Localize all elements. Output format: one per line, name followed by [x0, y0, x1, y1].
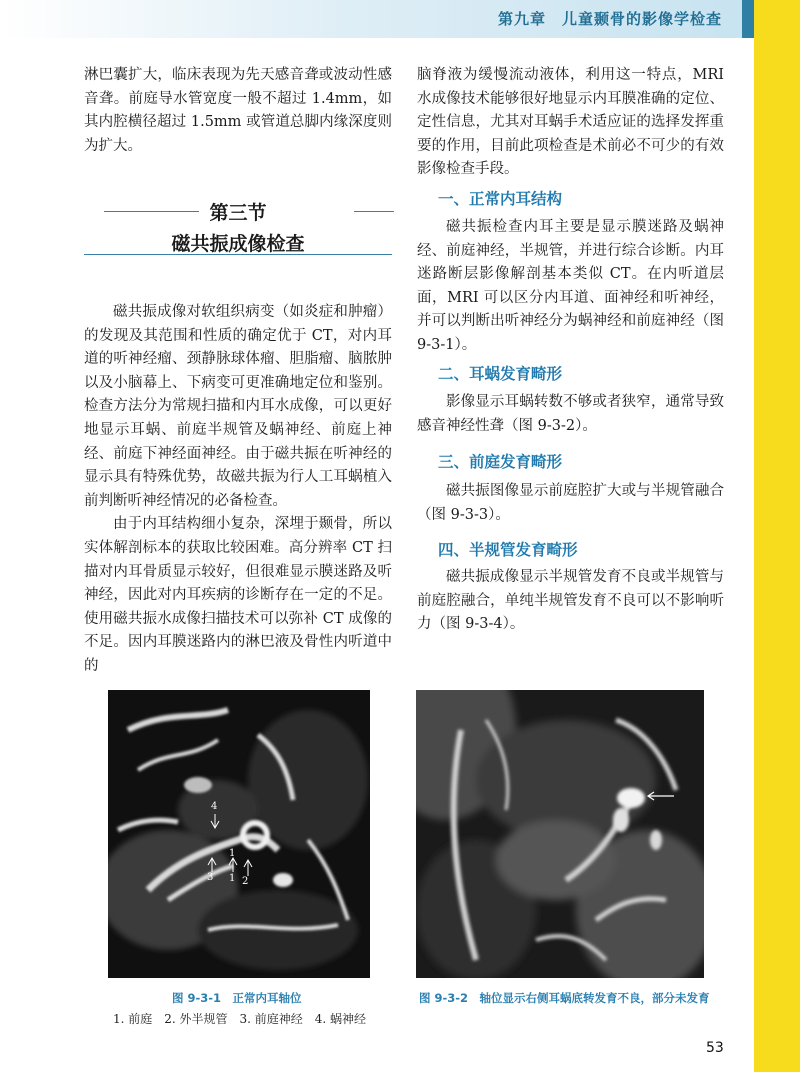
subsection-text-4: 磁共振成像显示半规管发育不良或半规管与前庭腔融合，单纯半规管发育不良可以不影响听力（图 9-3-4）。 — [417, 569, 724, 633]
fig1-label-3: 3 — [207, 872, 214, 883]
subsection-heading-3: 三、前庭发育畸形 — [438, 453, 563, 471]
subsection-heading-2: 二、耳蜗发育畸形 — [438, 365, 563, 383]
subsection-heading-4: 四、半规管发育畸形 — [438, 541, 578, 559]
chapter-title: 第九章 儿童颞骨的影像学检查 — [497, 10, 722, 28]
mri-figure-normal-inner-ear — [108, 690, 370, 978]
section-number: 第三节 — [84, 198, 392, 225]
subsection-text-1: 磁共振检查内耳主要是显示膜迷路及蜗神经、前庭神经，半规管，并进行综合诊断。内耳迷路断层影像解剖基本类似 CT。在内听道层面，MRI 可以区分内耳道、面神经和听神经，并可以判断出听神经分为蜗神经和前庭神经（图 9-3-1）。 — [417, 219, 724, 353]
header-tab-marker — [742, 0, 754, 38]
continuation-paragraph: 脑脊液为缓慢流动液体，利用这一特点，MRI 水成像技术能够很好地显示内耳膜准确的定位、定性信息，尤其对耳蜗手术适应证的选择发挥重要的作用，目前此项检查是术前必不可少的有效影像检查手段。 — [417, 67, 724, 178]
intro-paragraph: 淋巴囊扩大，临床表现为先天感音聋或波动性感音聋。前庭导水管宽度一般不超过 1.4mm，如其内腔横径超过 1.5mm 或管道总脚内缘深度则为扩大。 — [84, 67, 392, 154]
left-intro-block — [84, 64, 392, 158]
section-title: 磁共振成像检查 — [171, 233, 305, 255]
subsection-heading-1: 一、正常内耳结构 — [438, 190, 563, 208]
subsection-text-3: 磁共振图像显示前庭腔扩大或与半规管融合（图 9-3-3）。 — [417, 483, 724, 523]
section-rule-bottom — [84, 254, 392, 255]
body-paragraph-1: 磁共振成像对软组织病变（如炎症和肿瘤）的发现及其范围和性质的确定优于 CT，对内耳道的听神经瘤、颈静脉球体瘤、胆脂瘤、脑脓肿以及小脑幕上、下病变可更准确地定位和鉴别。检查方法分为常规扫描和内耳水成像，可以更好地显示耳蜗、前庭半规管及蜗神经、前庭上神经、前庭下神经面神经。由于磁共振在听神经的显示具有特殊优势，故磁共振为行人工耳蜗植入前判断听神经情况的必备检查。 — [84, 304, 392, 509]
subsection-text-2: 影像显示耳蜗转数不够或者狭窄，通常导致感音神经性聋（图 9-3-2）。 — [417, 394, 724, 434]
fig1-label-1a: 1 — [229, 873, 236, 884]
fig1-label-4: 4 — [211, 801, 218, 812]
left-body-block — [84, 301, 392, 679]
fig2-caption: 图 9-3-2 轴位显示右侧耳蜗底转发育不良，部分未发育 — [419, 991, 710, 1005]
subsection-text-4-block — [417, 566, 724, 637]
fig1-legend: 1. 前庭 2. 外半规管 3. 前庭神经 4. 蜗神经 — [113, 1012, 367, 1026]
side-color-band — [754, 0, 800, 1072]
page-number: 53 — [706, 1040, 724, 1056]
right-intro-block — [417, 64, 724, 182]
fig1-label-1b: 1 — [229, 848, 236, 859]
body-paragraph-2: 由于内耳结构细小复杂，深埋于颞骨，所以实体解剖标本的获取比较困难。高分辨率 CT 扫描对内耳骨质显示较好，但很难显示膜迷路及听神经，因此对内耳疾病的诊断存在一定的不足。使用磁共振水成像扫描技术可以弥补 CT 成像的不足。因内耳膜迷路内的淋巴液及骨性内听道中的 — [84, 516, 392, 674]
fig1-caption: 图 9-3-1 正常内耳轴位 — [172, 991, 302, 1005]
subsection-text-1-block — [417, 216, 724, 358]
fig1-label-2: 2 — [242, 876, 249, 887]
mri-image-1 — [108, 690, 370, 978]
section-heading — [84, 196, 392, 266]
subsection-text-3-block — [417, 480, 724, 527]
mri-image-2 — [416, 690, 704, 978]
subsection-text-2-block — [417, 391, 724, 438]
mri-figure-cochlea-dysplasia — [416, 690, 704, 978]
